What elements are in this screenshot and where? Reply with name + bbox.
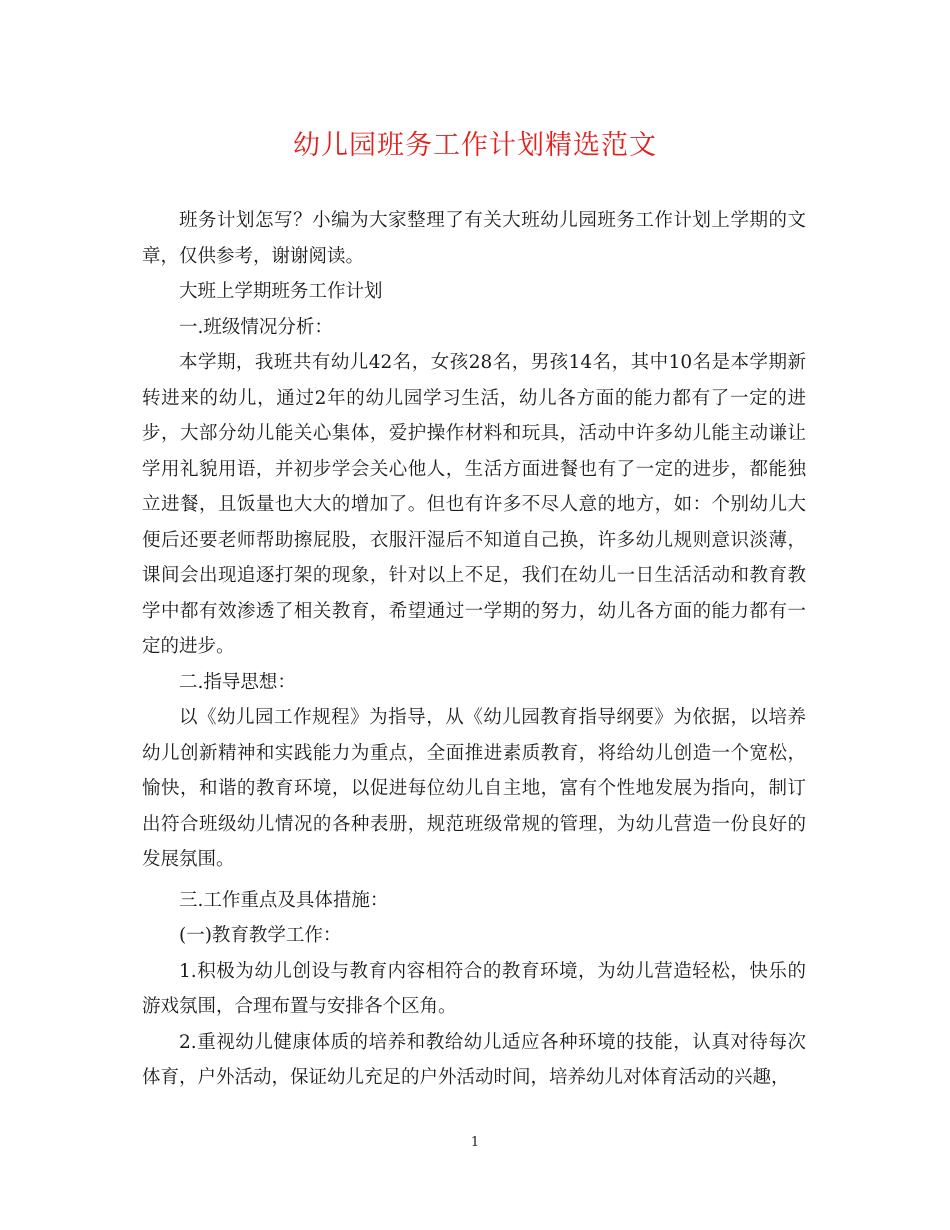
list-item-2: 2.重视幼儿健康体质的培养和教给幼儿适应各种环境的技能，认真对待每次体育，户外活动，保证幼儿充足的户外活动时间，培养幼儿对体育活动的兴趣， [142,1031,806,1088]
section-heading-guiding-ideas: 二.指导思想： [179,671,296,693]
page-number: 1 [470,1135,480,1150]
paragraph-guiding-ideas: 以《幼儿园工作规程》为指导，从《幼儿园教育指导纲要》为依据，以培养幼儿创新精神和实践能力为重点，全面推进素质教育，将给幼儿创造一个宽松，愉快，和谐的教育环境，以促进每位幼儿自主地，富有个性地发展为指向，制订出符合班级幼儿情况的各种表册，规范班级常规的管理，为幼儿营造一份良好的发展氛围。 [142,707,806,870]
document-title: 幼儿园班务工作计划精选范文 [293,130,657,161]
section-heading-work-focus: 三.工作重点及具体措施： [179,889,389,911]
paragraph-intro: 班务计划怎写？小编为大家整理了有关大班幼儿园班务工作计划上学期的文章，仅供参考，谢谢阅读。 [142,210,806,267]
subsection-heading-teaching: (一)教育教学工作： [179,925,342,946]
section-heading-class-analysis: 一.班级情况分析： [179,316,333,338]
paragraph-class-analysis: 本学期，我班共有幼儿42名，女孩28名，男孩14名，其中10名是本学期新转进来的幼儿，通过2年的幼儿园学习生活，幼儿各方面的能力都有了一定的进步，大部分幼儿能关心集体，爱护操作材料和玩具，活动中许多幼儿能主动谦让学用礼貌用语，并初步学会关心他人，生活方面进餐也有了一定的进步，都能独立进餐，且饭量也大大的增加了。但也有许多不尽人意的地方，如：个别幼儿大便后还要老师帮助擦屁股，衣服汗湿后不知道自己换，许多幼儿规则意识淡薄，课间会出现追逐打架的现象，针对以上不足，我们在幼儿一日生活活动和教育教学中都有效渗透了相关教育，希望通过一学期的努力，幼儿各方面的能力都有一定的进步。 [142,352,806,657]
document-body [142,203,806,1096]
list-item-1: 1.积极为幼儿创设与教育内容相符合的教育环境，为幼儿营造轻松，快乐的游戏氛围，合理布置与安排各个区角。 [142,960,806,1017]
paragraph-plan-heading: 大班上学期班务工作计划 [179,281,383,302]
